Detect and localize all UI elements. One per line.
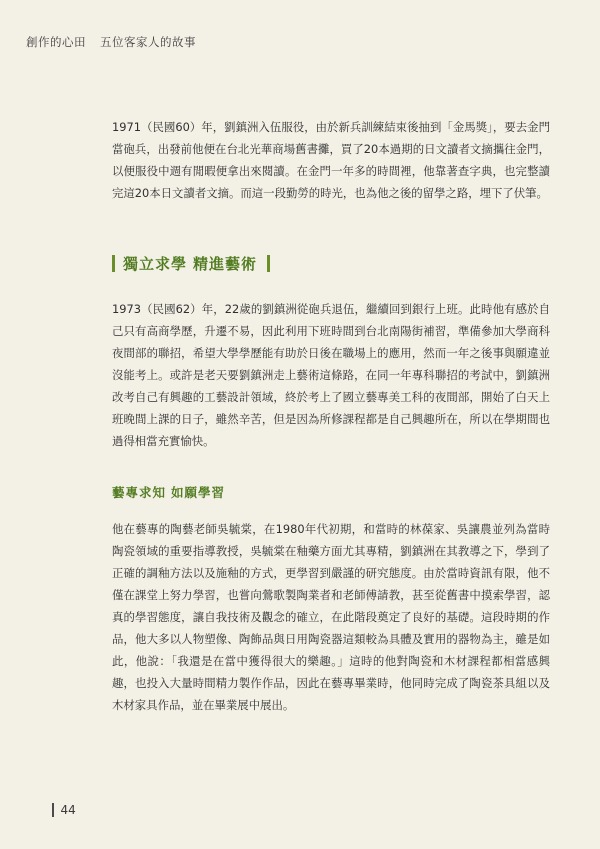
subsection-heading-part1: 藝專求知: [112, 485, 167, 500]
section-heading: [112, 252, 270, 274]
paragraph-ceramics-teacher: 他在藝專的陶藝老師吳毓棠，在1980年代初期，和當時的林葆家、吳讓農並列為當時陶瓷領域的重要指導教授，吳毓棠在釉藥方面尤其專精，劉鎮洲在其教導之下，學到了正確的調釉方法以及施釉的方式，更學習到嚴謹的研究態度。由於當時資訊有限，他不僅在課堂上努力學習，也嘗向鶯歌製陶業者和老師傅請教，甚至從舊書中摸索學習，認真的學習態度，讓自我技術及觀念的確立，在此階段奠定了良好的基礎。這段時期的作品，他大多以人物塑像、陶飾品與日用陶瓷器這類較為具體及實用的器物為主，雖是如此，他說：「我還是在當中獲得很大的樂趣。」這時的他對陶瓷和木材課程都相當感興趣，也投入大量時間精力製作作品，因此在藝專畢業時，他同時完成了陶瓷茶具組以及木材家具作品，並在畢業展中展出。: [112, 522, 550, 712]
subsection-heading: [112, 483, 225, 501]
section-heading-part2: 精進藝術: [193, 254, 258, 273]
section-heading-part1: 獨立求學: [123, 254, 188, 273]
page-folio: [52, 803, 76, 817]
heading-bar-left: [112, 255, 115, 272]
book-title: 創作的心田: [26, 35, 86, 49]
subsection-heading-part2: 如願學習: [171, 485, 226, 500]
heading-bar-right: [267, 255, 270, 272]
paragraph-study: 1973（民國62）年，22歲的劉鎮洲從砲兵退伍，繼續回到銀行上班。此時他有感於自己只有高商學歷，升遷不易，因此利用下班時間到台北南陽街補習，準備參加大學商科夜間部的聯招，希望大學學歷能有助於日後在職場上的應用，然而一年之後事與願違並沒能考上。或許是老天要劉鎮洲走上藝術這條路，在同一年專科聯招的考試中，劉鎮洲改考自己有興趣的工藝設計領域，終於考上了國立藝專美工科的夜間部，開始了白天上班晚間上課的日子，雖然辛苦，但是因為所修課程都是自己興趣所在，所以在學期間也過得相當充實愉快。: [112, 302, 550, 448]
running-header: [26, 34, 196, 50]
paragraph-military-service: 1971（民國60）年，劉鎮洲入伍服役，由於新兵訓練結束後抽到「金馬獎」，要去金門當砲兵，出發前他便在台北光華商場舊書攤，買了20本過期的日文讀者文摘攜往金門，以便服役中週有閒暇便拿出來閱讀。在金門一年多的時間裡，他靠著查字典，也完整讀完這20本日文讀者文摘。而這一段勤勞的時光，也為他之後的留學之路，埋下了伏筆。: [112, 120, 550, 200]
folio-rule: [52, 803, 54, 817]
chapter-title: 五位客家人的故事: [100, 35, 196, 49]
page-number: 44: [60, 803, 76, 817]
